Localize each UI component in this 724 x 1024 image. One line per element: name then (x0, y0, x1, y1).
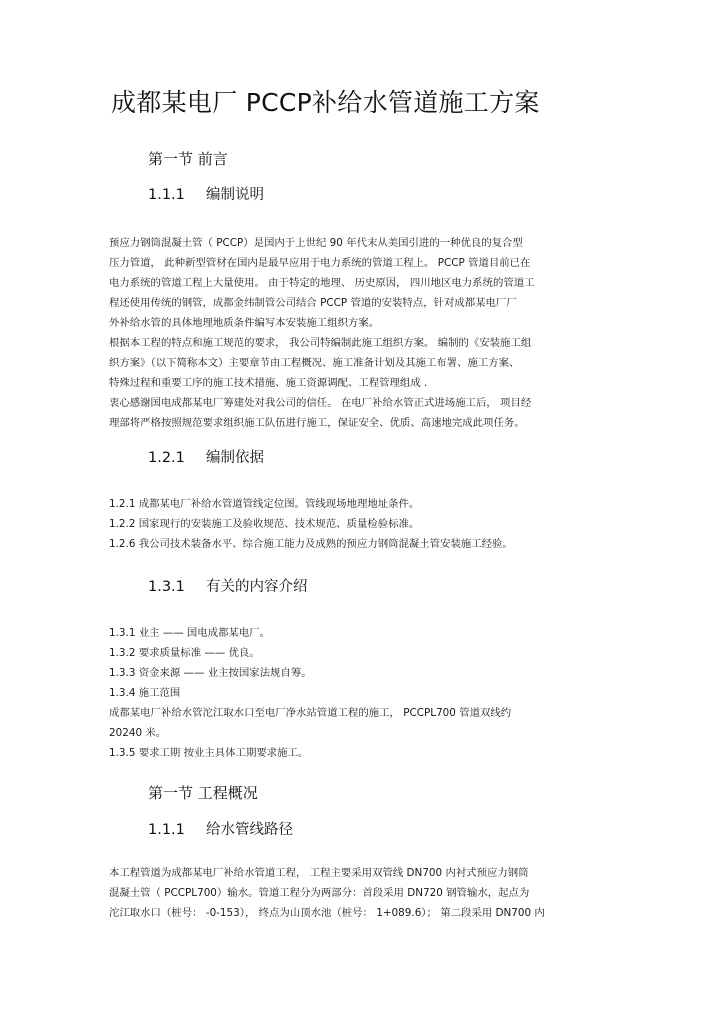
text-line: 程还使用传统的钢管，成都金纬制管公司结合 PCCP 管道的安装特点，针对成都某电厂厂 (109, 297, 517, 309)
text-line: 理部将严格按照规范要求组织施工队伍进行施工，保证安全、优质、高速地完成此项任务。 (109, 417, 525, 429)
text-line: 1.2.6 我公司技术装备水平、综合施工能力及成熟的预应力钢筒混凝土管安装施工经验。 (109, 538, 513, 550)
subsection-label: 编制说明 (206, 187, 264, 203)
text-line: 电力系统的管道工程上大量使用。 由于特定的地理、 历史原因， 四川地区电力系统的管道工 (109, 277, 535, 289)
subsection-number: 1.2.1 (148, 450, 185, 466)
subsection-number: 1.3.1 (148, 579, 185, 595)
paragraph-content (109, 623, 619, 763)
document-title: 成都某电厂 PCCP补给水管道施工方案 (111, 88, 540, 117)
text-line: 预应力钢筒混凝土管（ PCCP）是国内于上世纪 90 年代末从美国引进的一种优良的复合型 (109, 237, 523, 249)
text-line: 成都某电厂补给水管沱江取水口至电厂净水站管道工程的施工， PCCPL700 管道双线约 (109, 707, 512, 719)
paragraph-route (109, 863, 619, 923)
subsection-heading-route (148, 820, 293, 840)
section-heading-overview: 第一节 工程概况 (148, 784, 258, 802)
text-line: 1.3.3 资金来源 —— 业主按国家法规自筹。 (109, 667, 312, 679)
text-line: 根据本工程的特点和施工规范的要求， 我公司特编制此施工组织方案。 编制的《安装施工组 (109, 337, 532, 349)
paragraph-intro (109, 233, 619, 433)
text-line: 织方案》（以下简称本文）主要章节由工程概况、施工准备计划及其施工布署、施工方案、 (109, 357, 520, 369)
text-line: 混凝土管（ PCCPL700）输水。管道工程分为两部分：首段采用 DN720 钢管输水，起点为 (109, 887, 530, 899)
text-line: 压力管道， 此种新型管材在国内是最早应用于电力系统的管道工程上。 PCCP 管道目前已在 (109, 257, 531, 269)
text-line: 特殊过程和重要工序的施工技术措施、施工资源调配、工程管理组成 . (109, 377, 428, 389)
subsection-heading-compilation-notes (148, 185, 264, 205)
text-line: 1.3.1 业主 —— 国电成都某电厂。 (109, 627, 271, 639)
text-line: 20240 米。 (109, 727, 167, 739)
subsection-number: 1.1.1 (148, 187, 185, 203)
text-line: 1.3.4 施工范围 (109, 687, 181, 699)
section-heading-preface: 第一节 前言 (148, 150, 228, 168)
subsection-heading-content (148, 577, 308, 597)
text-line: 外补给水管的具体地理地质条件编写本安装施工组织方案。 (109, 317, 380, 329)
text-line: 本工程管道为成都某电厂补给水管道工程， 工程主要采用双管线 DN700 内衬式预应力钢筒 (109, 867, 529, 879)
subsection-number: 1.1.1 (148, 822, 185, 838)
text-line: 1.3.2 要求质量标准 —— 优良。 (109, 647, 260, 659)
text-line: 1.3.5 要求工期 按业主具体工期要求施工。 (109, 747, 309, 759)
text-line: 1.2.2 国家现行的安装施工及验收规范、技术规范、质量检验标准。 (109, 518, 420, 530)
text-line: 衷心感谢国电成都某电厂筹建处对我公司的信任。 在电厂补给水管正式进场施工后， 项目经 (109, 397, 532, 409)
subsection-label: 有关的内容介绍 (206, 579, 308, 595)
paragraph-basis (109, 494, 619, 554)
subsection-heading-basis (148, 448, 264, 468)
subsection-label: 编制依据 (206, 450, 264, 466)
subsection-label: 给水管线路径 (206, 822, 293, 838)
text-line: 1.2.1 成都某电厂补给水管道管线定位图。管线现场地理地址条件。 (109, 498, 420, 510)
text-line: 沱江取水口（桩号： -0-153）， 终点为山顶水池（桩号： 1+089.6）； 第二段采用 DN700 内 (109, 907, 545, 919)
